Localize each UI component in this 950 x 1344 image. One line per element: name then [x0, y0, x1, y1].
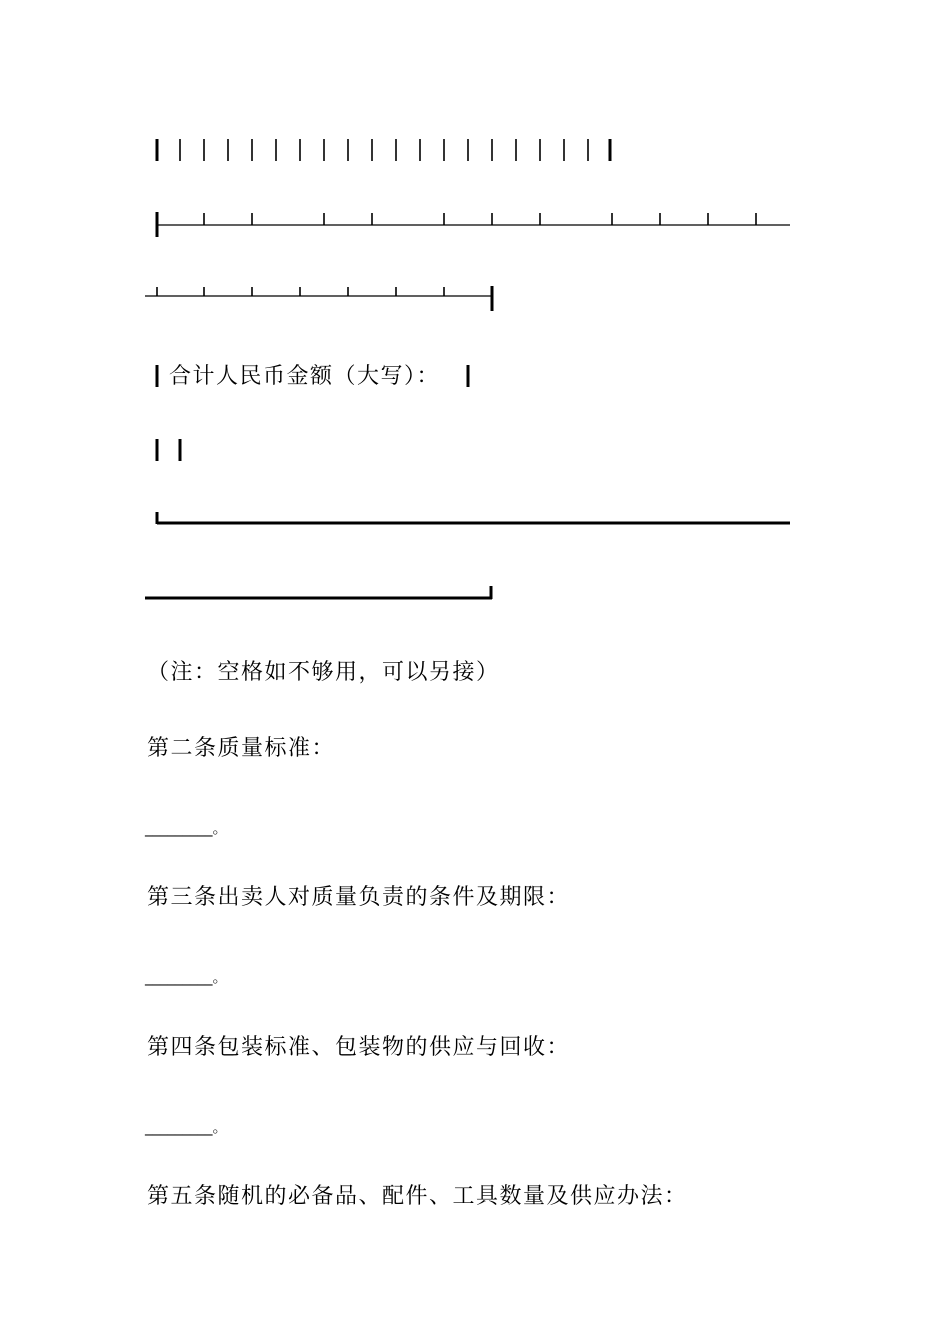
article-2-blank: _________。 [145, 819, 228, 837]
article-5-heading: 第五条随机的必备品、配件、工具数量及供应办法： [147, 1184, 688, 1209]
table-note: （注：空格如不够用，可以另接） [147, 660, 500, 685]
article-3-heading: 第三条出卖人对质量负责的条件及期限： [147, 885, 571, 910]
total-amount-label: 合计人民币金额（大写）： [169, 364, 441, 389]
article-3-blank: _________。 [145, 968, 228, 986]
article-4-heading: 第四条包装标准、包装物的供应与回收： [147, 1035, 571, 1060]
article-2-heading: 第二条质量标准： [147, 736, 336, 761]
article-4-blank: _________。 [145, 1118, 228, 1136]
